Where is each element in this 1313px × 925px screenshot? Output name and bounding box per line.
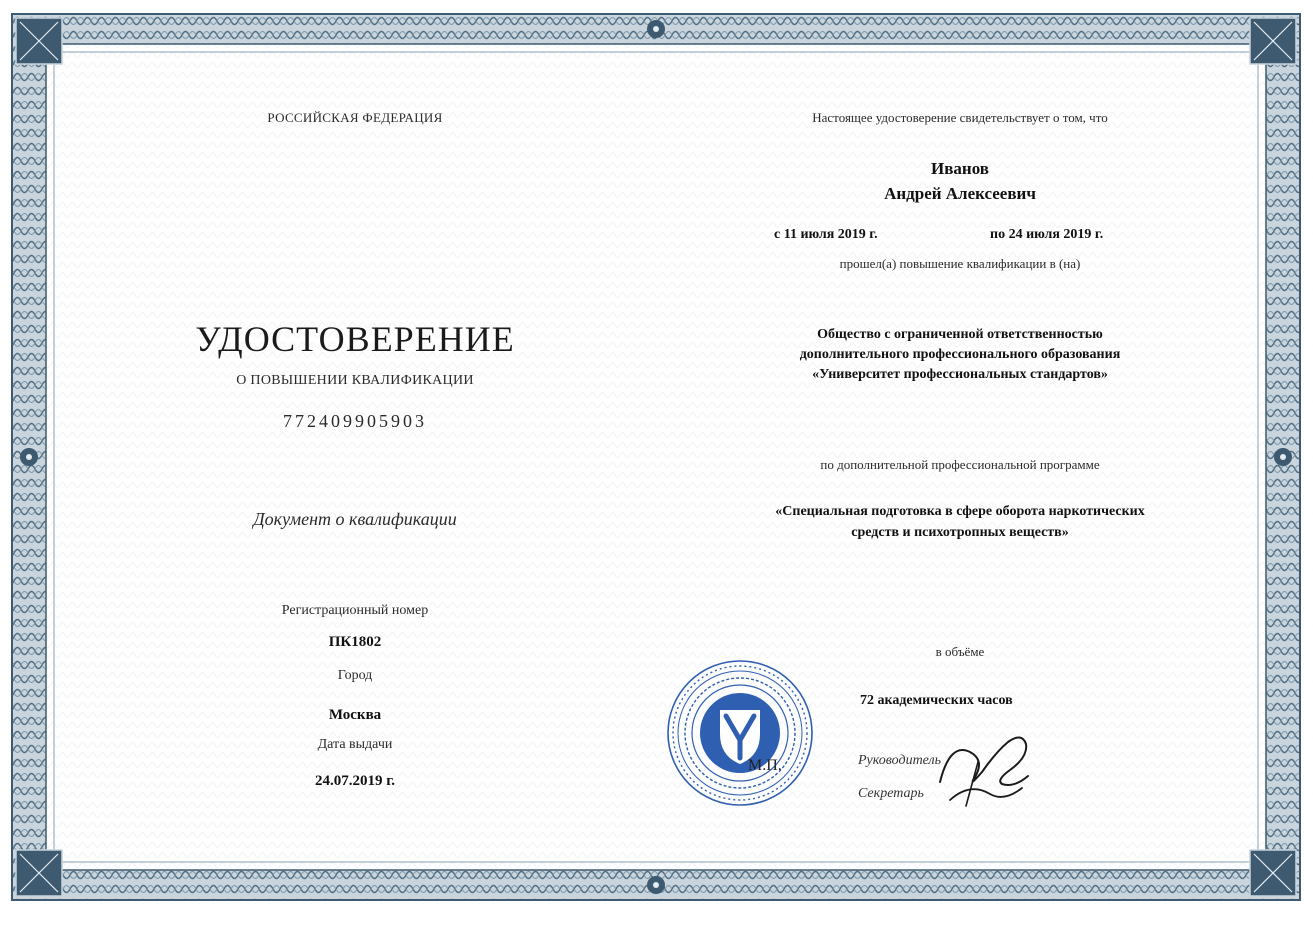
document-number: 772409905903 — [283, 411, 427, 431]
signature-icon — [930, 722, 1040, 812]
issue-date-value: 24.07.2019 г. — [314, 773, 396, 789]
organization-line-1: Общество с ограниченной ответственностью — [817, 327, 1103, 342]
program-intro: по дополнительной профессиональной программе — [820, 457, 1100, 472]
registration-number-label: Регистрационный номер — [281, 603, 429, 618]
head-label: Руководитель — [858, 753, 942, 768]
secretary-label: Секретарь — [858, 786, 924, 801]
organization-line-3: «Университет профессиональных стандартов» — [812, 367, 1108, 382]
document-type: Документ о квалификации — [253, 509, 457, 529]
city-value: Москва — [328, 707, 382, 723]
program-line-1: «Специальная подготовка в сфере оборота наркотических — [775, 504, 1145, 519]
volume-label: в объёме — [935, 644, 985, 659]
official-stamp — [665, 658, 815, 808]
volume-value: 72 академических часов — [860, 693, 1013, 708]
date-to: по 24 июля 2019 г. — [990, 227, 1104, 242]
document-subtitle: О ПОВЫШЕНИИ КВАЛИФИКАЦИИ — [236, 373, 474, 388]
intro-text: Настоящее удостоверение свидетельствует о том, что — [812, 110, 1108, 125]
program-line-2: средств и психотропных веществ» — [851, 525, 1069, 540]
city-label: Город — [337, 668, 373, 683]
registration-number-value: ПК1802 — [328, 634, 382, 650]
holder-name: Андрей Алексеевич — [884, 184, 1036, 203]
issue-date-label: Дата выдачи — [317, 737, 393, 752]
passed-text: прошел(а) повышение квалификации в (на) — [839, 256, 1081, 271]
stamp-place-mark: М.П. — [748, 757, 782, 774]
organization-line-2: дополнительного профессионального образования — [799, 347, 1121, 362]
country-name: РОССИЙСКАЯ ФЕДЕРАЦИЯ — [267, 110, 443, 125]
document-title: УДОСТОВЕРЕНИЕ — [195, 319, 515, 359]
holder-surname: Иванов — [931, 159, 989, 178]
date-from: с 11 июля 2019 г. — [774, 227, 878, 242]
